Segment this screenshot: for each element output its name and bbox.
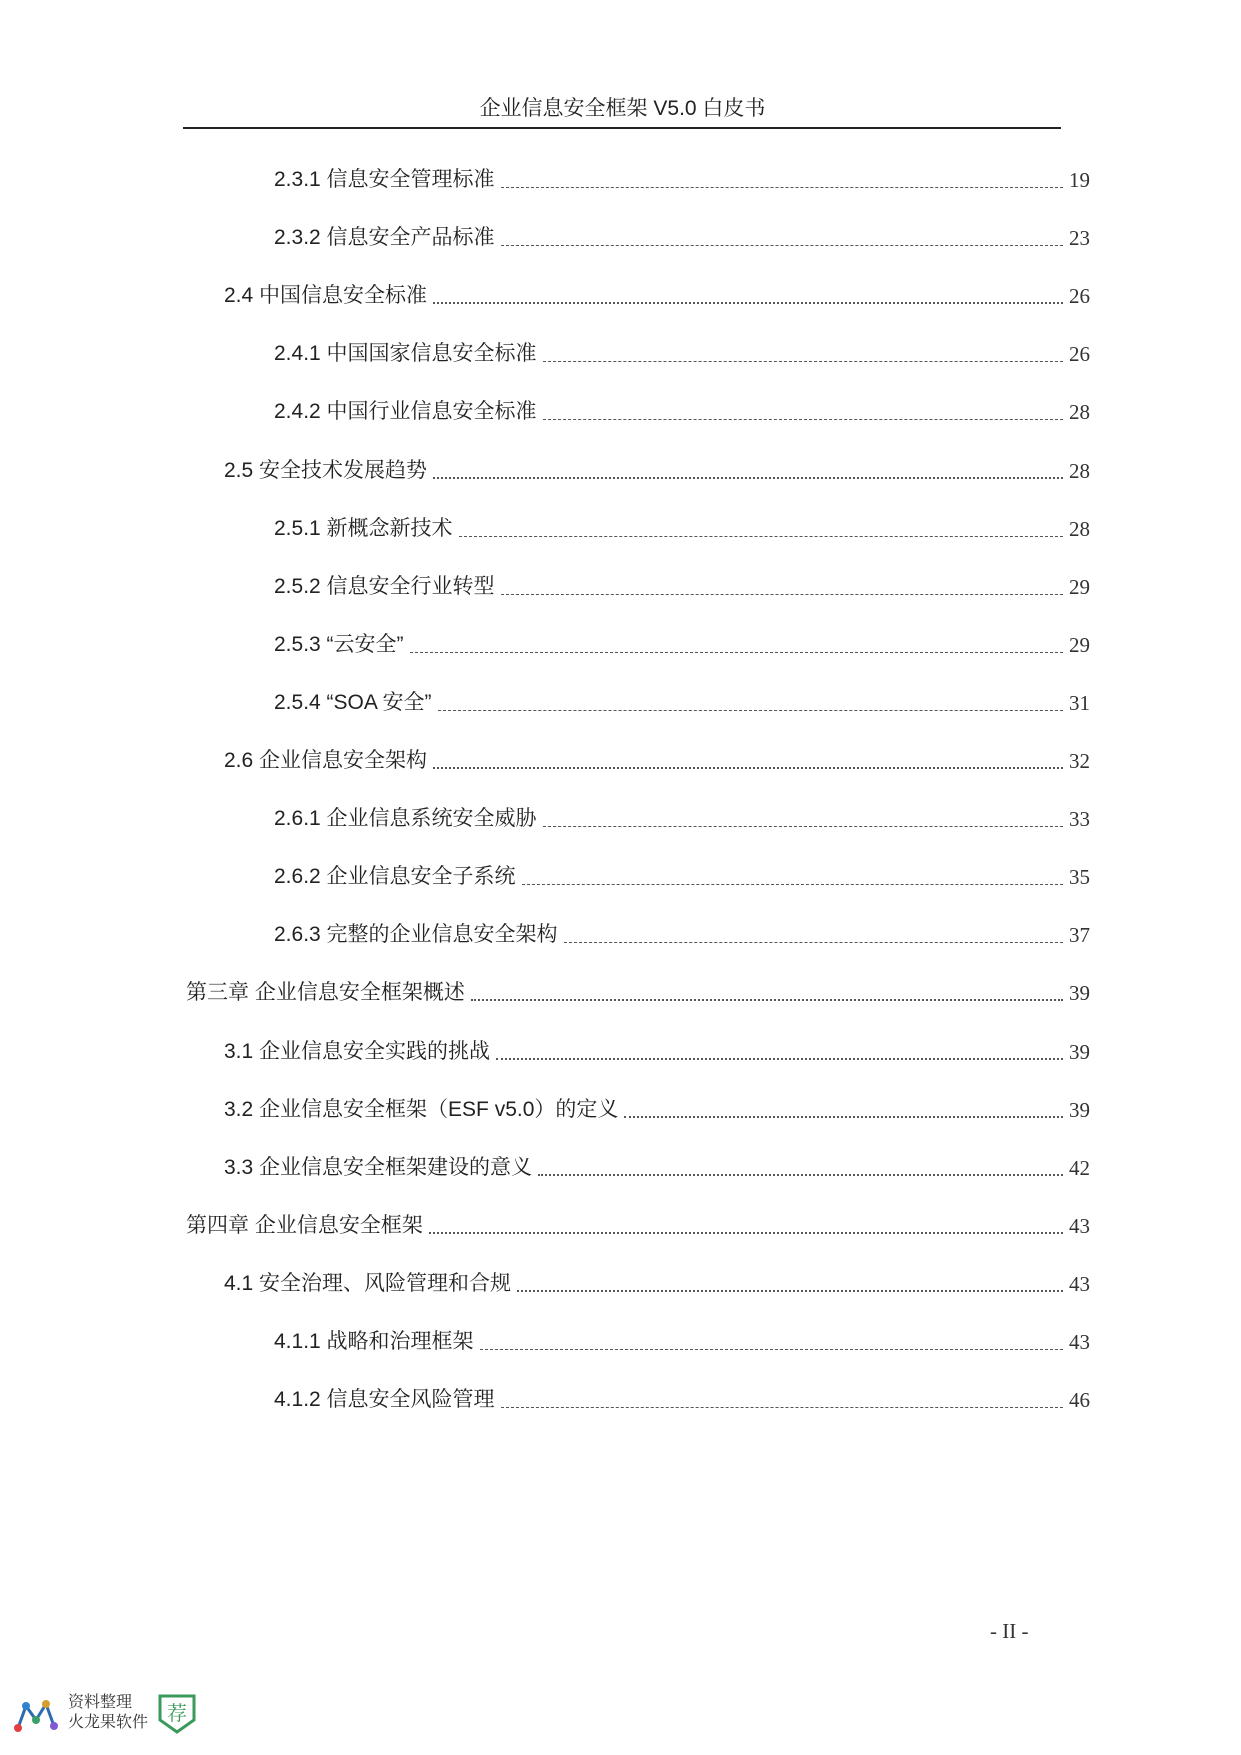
- toc-leader: [438, 710, 1063, 711]
- toc-entry-label: 2.3.2 信息安全产品标准: [274, 226, 495, 249]
- toc-entry[interactable]: [274, 509, 1090, 543]
- toc-entry-page: 29: [1069, 633, 1090, 657]
- toc-entry-label: 2.6.1 企业信息系统安全威胁: [274, 807, 537, 830]
- toc-entry-page: 19: [1069, 168, 1090, 192]
- toc-entry-page: 32: [1069, 749, 1090, 773]
- toc-leader: [410, 652, 1063, 653]
- toc-entry[interactable]: [274, 915, 1090, 949]
- toc-entry-label: 2.6.2 企业信息安全子系统: [274, 865, 516, 888]
- toc-entry-label: 2.5 安全技术发展趋势: [224, 459, 428, 482]
- toc-leader: [496, 1058, 1063, 1060]
- page-number: - II -: [990, 1619, 1029, 1643]
- toc-entry-page: 23: [1069, 226, 1090, 250]
- toc-entry-label: 3.1 企业信息安全实践的挑战: [224, 1040, 491, 1063]
- toc-entry[interactable]: [274, 334, 1090, 368]
- document-header-title: 企业信息安全框架 V5.0 白皮书: [479, 97, 766, 120]
- toc-entry-label: 2.6.3 完整的企业信息安全架构: [274, 923, 558, 946]
- toc-leader: [564, 942, 1063, 943]
- toc-entry-page: 31: [1069, 691, 1090, 715]
- toc-entry[interactable]: [224, 1148, 1090, 1182]
- toc-entry-page: 43: [1069, 1272, 1090, 1296]
- toc-entry-label: 2.5.1 新概念新技术: [274, 517, 453, 540]
- watermark-badge-icon: [154, 1690, 200, 1736]
- watermark-text: [68, 1692, 148, 1732]
- toc-leader: [543, 826, 1063, 827]
- watermark-logo-icon: [14, 1698, 60, 1734]
- toc-entry-label: 第四章 企业信息安全框架: [186, 1214, 423, 1237]
- toc-entry-page: 28: [1069, 400, 1090, 424]
- toc-entry[interactable]: [224, 1264, 1090, 1298]
- toc-entry[interactable]: [274, 218, 1090, 252]
- toc-entry-page: 43: [1069, 1330, 1090, 1354]
- toc-entry-page: 28: [1069, 517, 1090, 541]
- toc-entry[interactable]: [274, 799, 1090, 833]
- toc-entry[interactable]: [224, 1032, 1090, 1066]
- watermark-line2: 火龙果软件: [68, 1712, 149, 1731]
- toc-leader: [433, 302, 1063, 304]
- toc-entry-page: 33: [1069, 807, 1090, 831]
- toc-entry-page: 42: [1069, 1156, 1090, 1180]
- toc-leader: [480, 1349, 1063, 1350]
- toc-entry-page: 29: [1069, 575, 1090, 599]
- toc-entry[interactable]: [186, 973, 1090, 1007]
- toc-entry-label: 2.5.2 信息安全行业转型: [274, 575, 495, 598]
- toc-entry[interactable]: [274, 160, 1090, 194]
- toc-entry-label: 2.3.1 信息安全管理标准: [274, 168, 495, 191]
- toc-entry-label: 2.4 中国信息安全标准: [224, 284, 428, 307]
- toc-entry-label: 3.3 企业信息安全框架建设的意义: [224, 1156, 533, 1179]
- toc-entry[interactable]: [224, 276, 1090, 310]
- toc-entry[interactable]: [274, 1322, 1090, 1356]
- toc-entry-page: 46: [1069, 1388, 1090, 1412]
- toc-entry[interactable]: [274, 567, 1090, 601]
- toc-entry-page: 35: [1069, 865, 1090, 889]
- toc-entry-page: 26: [1069, 342, 1090, 366]
- toc-leader: [522, 884, 1063, 885]
- toc-entry-page: 39: [1069, 1040, 1090, 1064]
- toc-leader: [517, 1290, 1063, 1292]
- toc-entry[interactable]: [274, 1380, 1090, 1414]
- toc-entry-label: 2.5.3 “云安全”: [274, 633, 404, 656]
- toc-entry[interactable]: [274, 392, 1090, 426]
- toc-entry-page: 39: [1069, 981, 1090, 1005]
- toc-entry[interactable]: [224, 1090, 1090, 1124]
- toc-leader: [433, 767, 1063, 769]
- watermark-badge-text: 荐: [167, 1701, 187, 1725]
- toc-leader: [459, 536, 1063, 537]
- toc-entry-page: 37: [1069, 923, 1090, 947]
- toc-entry-label: 4.1 安全治理、风险管理和合规: [224, 1272, 512, 1295]
- toc-entry-label: 2.4.2 中国行业信息安全标准: [274, 400, 537, 423]
- toc-leader: [538, 1174, 1063, 1176]
- toc-entry[interactable]: [274, 625, 1090, 659]
- toc-leader: [501, 245, 1063, 246]
- header-rule: [183, 127, 1061, 129]
- toc-leader: [429, 1232, 1063, 1234]
- toc-entry-label: 2.4.1 中国国家信息安全标准: [274, 342, 537, 365]
- toc-entry-label: 4.1.1 战略和治理框架: [274, 1330, 474, 1353]
- toc-leader: [501, 594, 1063, 595]
- toc-entry[interactable]: [224, 451, 1090, 485]
- toc-leader: [501, 187, 1063, 188]
- toc-entry[interactable]: [274, 857, 1090, 891]
- toc-entry[interactable]: [224, 741, 1090, 775]
- toc-entry-label: 2.5.4 “SOA 安全”: [274, 691, 432, 714]
- toc-entry[interactable]: [186, 1206, 1090, 1240]
- toc-entry-label: 3.2 企业信息安全框架（ESF v5.0）的定义: [224, 1098, 619, 1121]
- toc-leader: [501, 1407, 1063, 1408]
- toc-leader: [433, 477, 1063, 479]
- toc-leader: [543, 361, 1063, 362]
- toc-entry-page: 43: [1069, 1214, 1090, 1238]
- toc-leader: [624, 1116, 1063, 1118]
- toc-entry-label: 4.1.2 信息安全风险管理: [274, 1388, 495, 1411]
- watermark-line1: 资料整理: [68, 1692, 133, 1711]
- toc-entry[interactable]: [274, 683, 1090, 717]
- toc-entry-page: 39: [1069, 1098, 1090, 1122]
- toc-entry-label: 第三章 企业信息安全框架概述: [186, 981, 465, 1004]
- watermark: [14, 1690, 204, 1740]
- toc-entry-label: 2.6 企业信息安全架构: [224, 749, 428, 772]
- toc-entry-page: 26: [1069, 284, 1090, 308]
- toc-leader: [543, 419, 1063, 420]
- toc-leader: [471, 999, 1063, 1001]
- toc-entry-page: 28: [1069, 459, 1090, 483]
